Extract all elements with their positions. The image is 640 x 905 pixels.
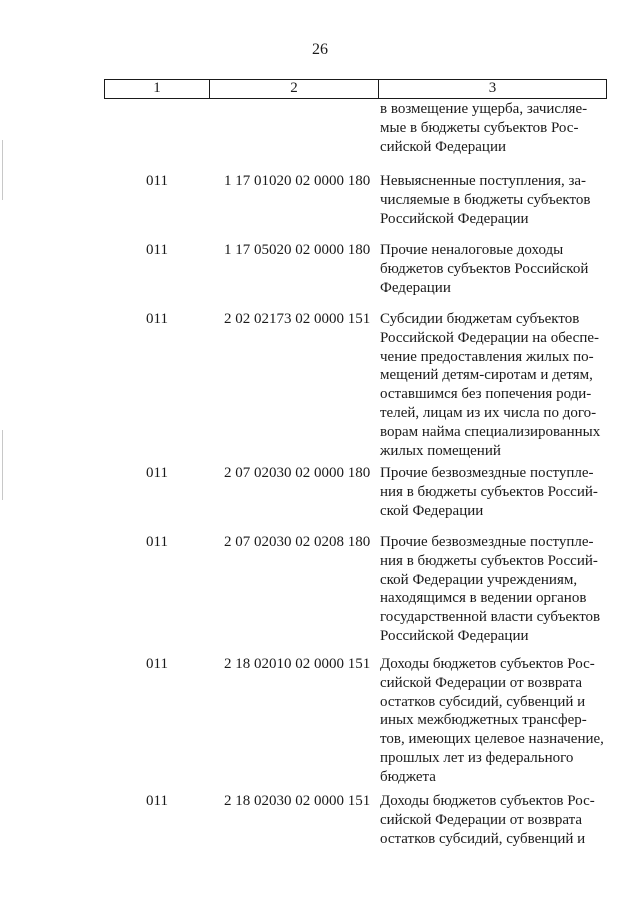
admin-code: 011 — [146, 534, 168, 550]
revenue-name: Доходы бюджетов субъектов Рос- сийской Федерации от возврата остатков субсидий, субвенций и иных межбюджетных трансфер- тов, имеющих целевое назначение, прошлых лет из федерального бюджета — [380, 656, 604, 785]
revenue-code: 1 17 05020 02 0000 180 — [224, 242, 371, 258]
column-header-3: 3 — [488, 80, 497, 96]
revenue-code: 1 17 01020 02 0000 180 — [224, 173, 371, 189]
continued-description: в возмещение ущерба, зачисляе- мые в бюджеты субъектов Рос- сийской Федерации — [380, 101, 588, 155]
revenue-code: 2 07 02030 02 0208 180 — [224, 534, 371, 550]
scan-margin-mark — [2, 140, 3, 200]
revenue-name: Прочие неналоговые доходы бюджетов субъектов Российской Федерации — [380, 242, 589, 296]
column-header-2: 2 — [210, 80, 379, 98]
admin-code: 011 — [146, 173, 168, 189]
admin-code: 011 — [146, 656, 168, 672]
revenue-name: Прочие безвозмездные поступле- ния в бюджеты субъектов Россий- ской Федерации учреждениям, находящимся в ведении органов государственной власти субъектов Российской Федерации — [380, 534, 601, 644]
admin-code: 011 — [146, 793, 168, 809]
revenue-name: Прочие безвозмездные поступле- ния в бюджеты субъектов Россий- ской Федерации — [380, 465, 598, 519]
scan-margin-mark — [2, 430, 3, 500]
revenue-name: Доходы бюджетов субъектов Рос- сийской Федерации от возврата остатков субсидий, субвенций и — [380, 793, 595, 847]
admin-code: 011 — [146, 311, 168, 327]
admin-code: 011 — [146, 242, 168, 258]
revenue-code: 2 07 02030 02 0000 180 — [224, 465, 371, 481]
revenue-code: 2 18 02030 02 0000 151 — [224, 793, 371, 809]
column-header-row — [104, 79, 607, 99]
revenue-code: 2 02 02173 02 0000 151 — [224, 311, 371, 327]
admin-code: 011 — [146, 465, 168, 481]
revenue-name: Невыясненные поступления, за- числяемые в бюджеты субъектов Российской Федерации — [380, 173, 591, 227]
revenue-name: Субсидии бюджетам субъектов Российской Федерации на обеспе- чение предоставления жилых по- мещений детям-сиротам и детям, оставшимся без попечения роди- телей, лицам из их числа по дого- ворам найма специализированных жилых помещений — [380, 311, 601, 459]
revenue-code: 2 18 02010 02 0000 151 — [224, 656, 371, 672]
column-header-1: 1 — [105, 80, 210, 98]
page-number: 26 — [312, 41, 328, 58]
